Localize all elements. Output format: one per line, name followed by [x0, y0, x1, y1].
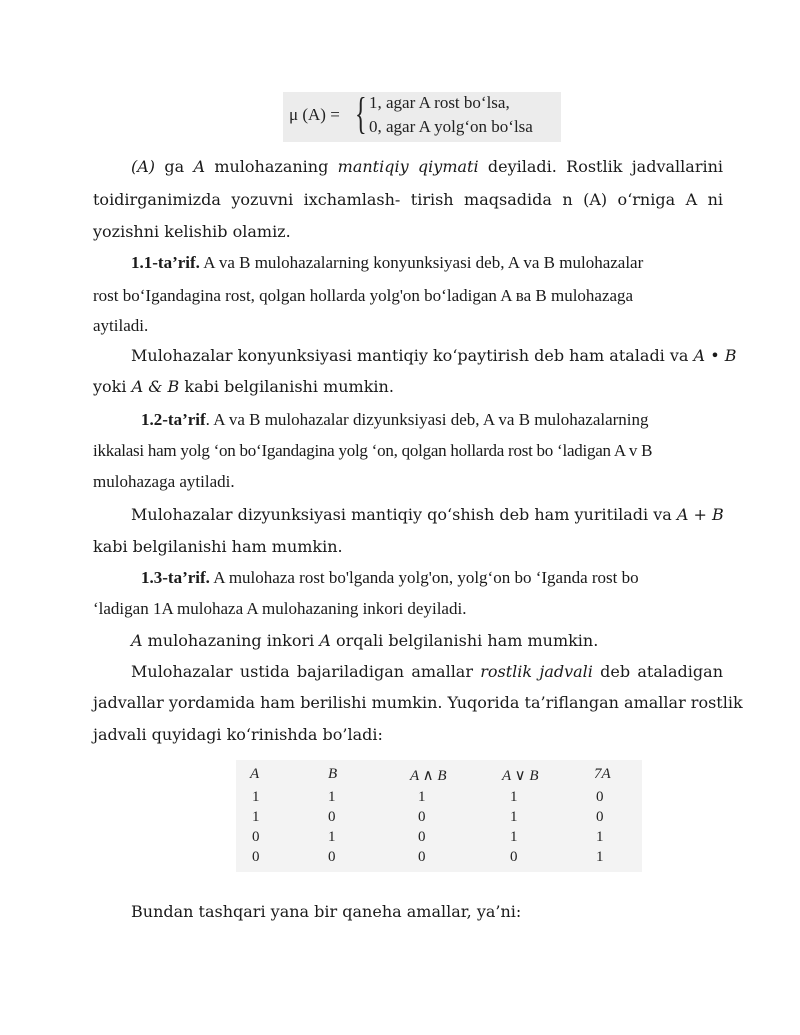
text-A-italic-2: A — [319, 631, 331, 650]
table-cell: 0 — [418, 829, 426, 845]
def2-label: 1.2-ta’rif — [141, 410, 206, 429]
table-cell: 0 — [418, 849, 426, 865]
para3-line2: kabi belgilanishi ham mumkin. — [93, 537, 343, 556]
text-rostlik-jadvali: rostlik jadvali — [480, 662, 593, 681]
text-mantiqiy-qiymati: mantiqiy qiymati — [337, 157, 479, 176]
left-brace-icon: { — [355, 89, 367, 138]
para5-line3: jadvali quyidagi ko‘rinishda bo’ladi: — [93, 725, 383, 744]
def2-line2: ikkalasi ham yolg ‘on bo‘Igandagina yolg ‘on, qolgan hollarda rost bo ‘ladigan A v B — [93, 441, 653, 460]
table-cell: 1 — [510, 789, 518, 805]
text-kabi: kabi belgilanishi mumkin. — [179, 377, 394, 396]
table-cell: 1 — [596, 849, 604, 865]
table-header: B — [328, 766, 338, 782]
table-header: A — [250, 766, 260, 782]
table-header: 7A — [594, 766, 611, 782]
text-A: A — [193, 157, 206, 176]
def3-label: 1.3-ta’rif. — [141, 568, 210, 587]
def1-line1 — [131, 253, 723, 273]
para1-line2: toidirganimizda yozuvni ixchamlash- tirish maqsadida n (A) o‘rniga A ni — [93, 190, 723, 209]
para5-line1 — [131, 662, 723, 682]
def1-line3: aytiladi. — [93, 316, 149, 335]
para5-text-a: Mulohazalar ustida bajariladigan amallar — [131, 662, 481, 681]
def1-text: A va B mulohazalarning konyunksiyasi deb, A va B mulohazalar — [199, 253, 644, 272]
table-cell: 1 — [328, 789, 336, 805]
formula-a-plus-b: A + B — [676, 505, 724, 524]
para2-text: Mulohazalar konyunksiyasi mantiqiy ko‘paytirish deb ham ataladi va — [131, 346, 694, 365]
table-header: A ∧ B — [410, 768, 447, 784]
formula-a-and-b: A & B — [131, 377, 180, 396]
para4-line — [131, 631, 723, 651]
def2-text: . A va B mulohazalar dizyunksiyasi deb, A va B mulohazalarning — [205, 410, 649, 429]
para3-text: Mulohazalar dizyunksiyasi mantiqiy qo‘shish deb ham yuritiladi va — [131, 505, 677, 524]
formula-case-false: 0, agar A yolg‘on bo‘lsa — [369, 117, 533, 136]
para4-text-a: mulohazaning inkori — [142, 631, 320, 650]
truth-table — [236, 760, 642, 872]
table-cell: 0 — [510, 849, 518, 865]
para2-line2 — [93, 377, 723, 397]
para2-line1 — [131, 346, 737, 366]
text-yoki: yoki — [93, 377, 132, 396]
def2-line1 — [141, 410, 723, 430]
text-deyiladi: deyiladi. Rostlik jadvallarini — [487, 157, 723, 176]
formula-case-true: 1, agar A rost bo‘lsa, — [369, 93, 510, 112]
def3-line1 — [141, 568, 723, 588]
def2-line3: mulohazaga aytiladi. — [93, 472, 235, 491]
table-cell: 0 — [418, 809, 426, 825]
table-cell: 1 — [328, 829, 336, 845]
para1-line3: yozishni kelishib olamiz. — [93, 222, 291, 241]
table-cell: 1 — [418, 789, 426, 805]
para1-line1 — [131, 157, 723, 177]
def1-label: 1.1-ta’rif. — [131, 253, 200, 272]
table-cell: 1 — [252, 789, 260, 805]
table-cell: 1 — [510, 829, 518, 845]
table-cell: 1 — [252, 809, 260, 825]
def3-line2: ‘ladigan 1A mulohaza A mulohazaning inkori deyiladi. — [93, 599, 467, 618]
para5-line2: jadvallar yordamida ham berilishi mumkin. Yuqorida ta’riflangan amallar rostlik — [93, 693, 743, 712]
para5-text-b: deb ataladigan — [592, 662, 723, 681]
def3-text: A mulohaza rost bo'lganda yolg'on, yolg‘on bo ‘Iganda rost bo — [209, 568, 639, 587]
formula-a-dot-b: A • B — [693, 346, 737, 365]
para3-line1 — [131, 505, 723, 525]
table-cell: 0 — [252, 829, 260, 845]
table-cell: 0 — [252, 849, 260, 865]
text-A-italic: A — [131, 631, 143, 650]
table-cell: 1 — [596, 829, 604, 845]
para6-line: Bundan tashqari yana bir qaneha amallar, ya’ni: — [131, 902, 522, 921]
para4-text-b: orqali belgilanishi ham mumkin. — [330, 631, 599, 650]
membership-formula — [283, 89, 561, 142]
table-header: A ∨ B — [502, 768, 539, 784]
table-cell: 0 — [596, 789, 604, 805]
text-A-paren: (A) — [131, 157, 156, 176]
table-cell: 0 — [596, 809, 604, 825]
text-ga: ga — [164, 157, 185, 176]
def1-line2: rost bo‘Igandagina rost, qolgan hollarda yolg'on bo‘ladigan A ва B mulohazaga — [93, 286, 634, 305]
formula-lhs: μ (A) = — [289, 105, 340, 124]
table-cell: 0 — [328, 809, 336, 825]
text-mulohazaning: mulohazaning — [214, 157, 329, 176]
table-cell: 0 — [328, 849, 336, 865]
table-cell: 1 — [510, 809, 518, 825]
